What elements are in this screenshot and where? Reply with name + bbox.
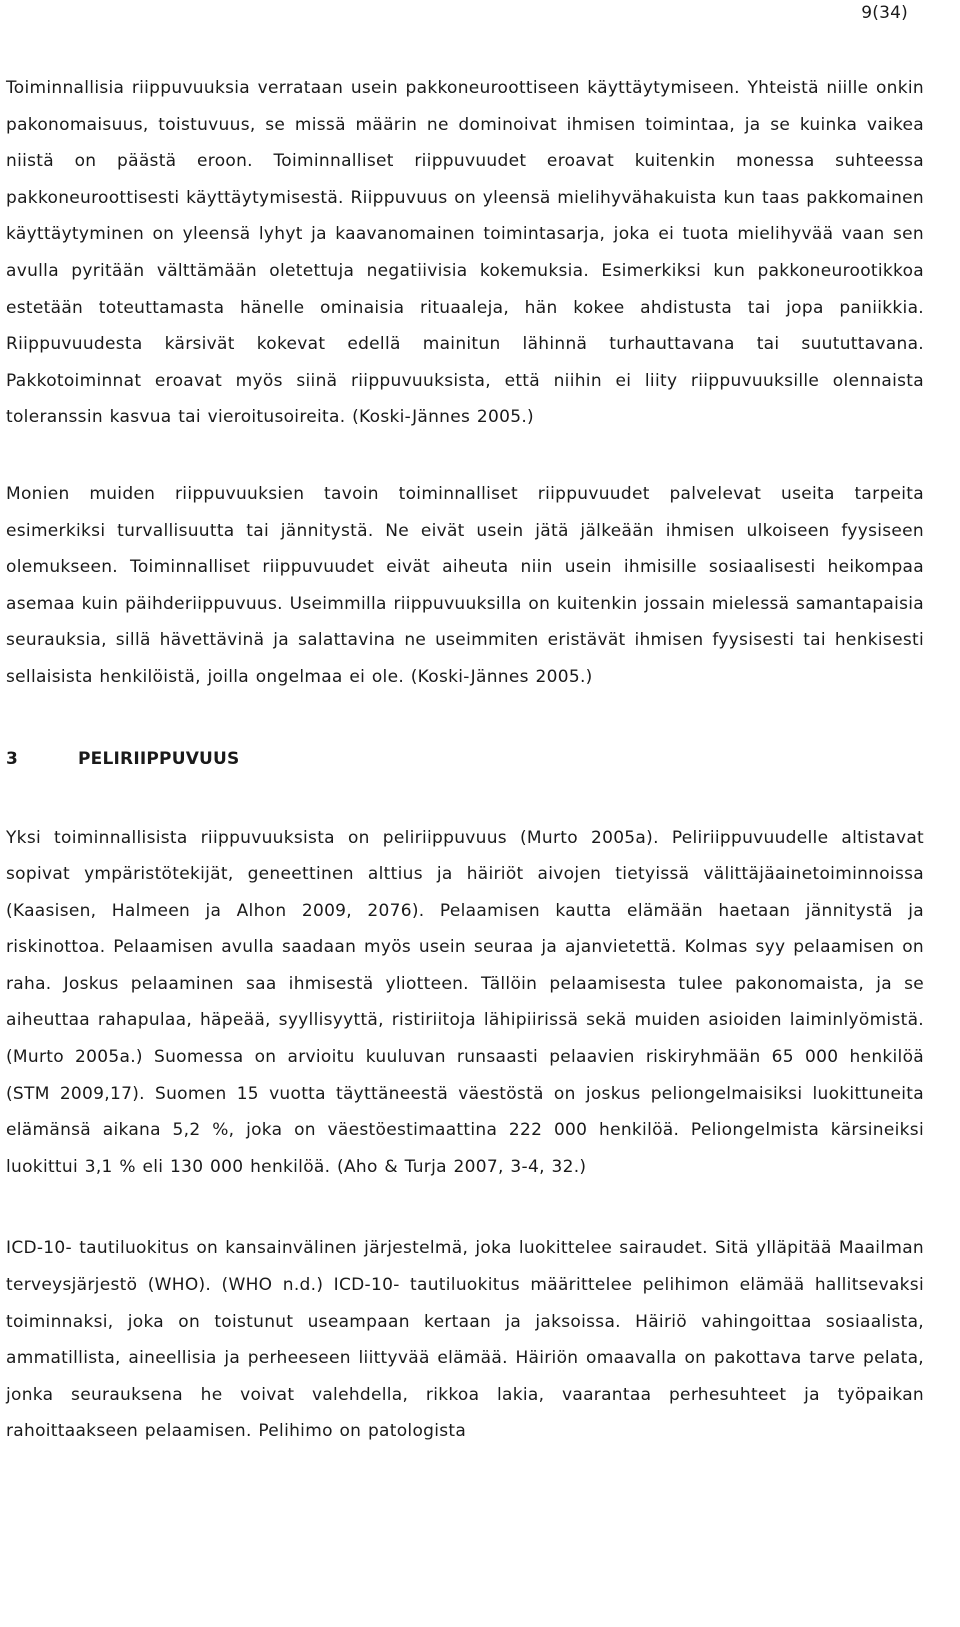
document-body (6, 70, 924, 1450)
paragraph-compulsive-behaviour: Toiminnallisia riippuvuuksia verrataan usein pakkoneuroottiseen käyttäytymiseen. Yhteistä niille onkin pakonomaisuus, toistuvuus, se missä määrin ne dominoivat ihmisen toimintaa, ja se kuinka vaikea niistä on päästä eroon. Toiminnalliset riippuvuudet eroavat kuitenkin monessa suhteessa pakkoneuroottisesti käyttäytymisestä. Riippuvuus on yleensä mielihyvähakuista kun taas pakkomainen käyttäytyminen on yleensä lyhyt ja kaavanomainen toimintasarja, joka ei tuota mielihyvää vaan sen avulla pyritään välttämään oletettuja negatiivisia kokemuksia. Esimerkiksi kun pakkoneurootikkoa estetään toteuttamasta hänelle ominaisia rituaaleja, hän kokee ahdistusta tai jopa paniikkia. Riippuvuudesta kärsivät kokevat edellä mainitun lähinnä turhauttavana tai suututtavana. Pakkotoiminnat eroavat myös siinä riippuvuuksista, että niihin ei liity riippuvuuksille olennaista toleranssin kasvua tai vieroitusoireita. (Koski-Jännes 2005.) (6, 78, 924, 428)
paragraph-functional-addictions: Monien muiden riippuvuuksien tavoin toiminnalliset riippuvuudet palvelevat useita tarpeita esimerkiksi turvallisuutta tai jännitystä. Ne eivät usein jätä jälkeään ihmisen ulkoiseen fyysiseen olemukseen. Toiminnalliset riippuvuudet eivät aiheuta niin usein ihmisille sosiaalisesti heikompaa asemaa kuin päihderiippuvuus. Useimmilla riippuvuuksilla on kuitenkin jossain mielessä samantapaisia seurauksia, sillä hävettävinä ja salattavina ne useimmiten eristävät ihmisen fyysisesti tai henkisesti sellaisista henkilöistä, joilla ongelmaa ei ole. (Koski-Jännes 2005.) (6, 483, 924, 687)
section-number: 3 (6, 748, 19, 769)
paragraph-gambling-addiction: Yksi toiminnallisista riippuvuuksista on peliriippuvuus (Murto 2005a). Peliriippuvuudelle altistavat sopivat ympäristötekijät, geneettinen alttius ja häiriöt aivojen tietyissä välittäjäainetoiminnoissa (Kaasisen, Halmeen ja Alhon 2009, 2076). Pelaamisen kautta elämään haetaan jännitystä ja riskinottoa. Pelaamisen avulla saadaan myös usein seuraa ja ajanvietettä. Kolmas syy pelaamisen on raha. Joskus pelaaminen saa ihmisestä yliotteen. Tällöin pelaamisesta tulee pakonomaista, ja se aiheuttaa rahapulaa, häpeää, syyllisyyttä, ristiriitoja lähipiirissä sekä muiden asioiden laiminlyömistä. (Murto 2005a.) Suomessa on arvioitu kuuluvan runsaasti pelaavien riskiryhmään 65 000 henkilöä (STM 2009,17). Suomen 15 vuotta täyttäneestä väestöstä on joskus peliongelmaisiksi luokittuneita elämänsä aikana 5,2 %, joka on väestöestimaattina 222 000 henkilöä. Peliongelmista kärsineiksi luokittui 3,1 % eli 130 000 henkilöä. (Aho & Turja 2007, 3-4, 32.) (6, 827, 924, 1177)
section-title: PELIRIIPPUVUUS (78, 748, 240, 769)
paragraph-icd-10: ICD-10- tautiluokitus on kansainvälinen järjestelmä, joka luokittelee sairaudet. Sitä ylläpitää Maailman terveysjärjestö (WHO). (WHO n.d.) ICD-10- tautiluokitus määrittelee pelihimon elämää hallitsevaksi toiminnaksi, joka on toistunut useampaan kertaan ja jaksoissa. Häiriö vahingoittaa sosiaalista, ammatillista, aineellisia ja perheeseen liittyvää elämää. Häiriön omaavalla on pakottava tarve pelata, jonka seurauksena he voivat valehdella, rikkoa lakia, vaarantaa perhesuhteet ja työpaikan rahoittaakseen pelaamisen. Pelihimo on patologista (6, 1238, 924, 1442)
page-number: 9(34) (861, 3, 908, 23)
section-heading (6, 741, 924, 777)
